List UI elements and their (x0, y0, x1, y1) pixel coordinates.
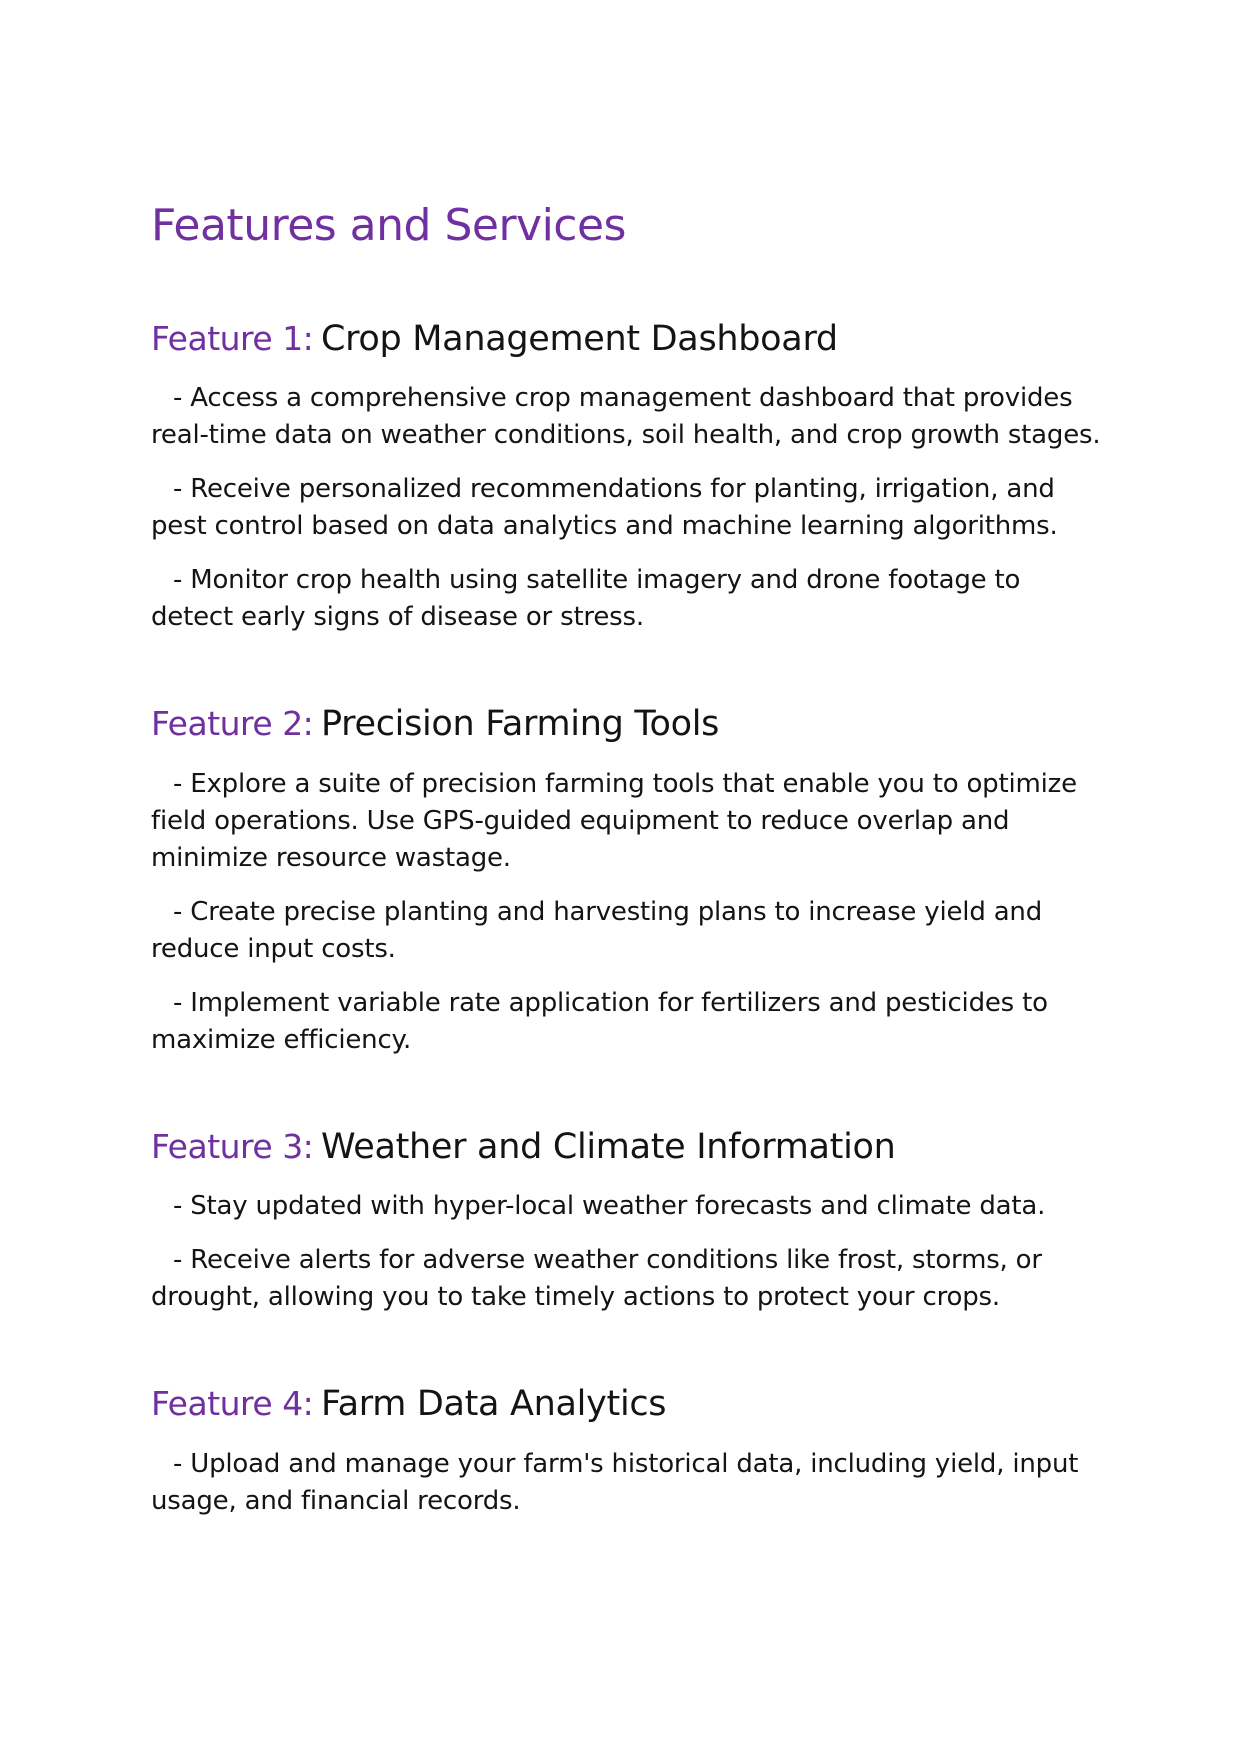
feature-section-2 (151, 702, 1101, 1059)
feature-bullet: - Upload and manage your farm's historical data, including yield, input usage, and financial records. (151, 1448, 1079, 1516)
feature-section-3 (151, 1125, 1101, 1317)
feature-bullet: - Access a comprehensive crop management dashboard that provides real-time data on weather conditions, soil health, and crop growth stages. (151, 383, 1101, 451)
feature-bullet: - Stay updated with hyper-local weather forecasts and climate data. (173, 1191, 1046, 1222)
feature-name: Weather and Climate Information (320, 1126, 896, 1167)
feature-name: Farm Data Analytics (320, 1384, 667, 1425)
feature-prefix: Feature 2: (151, 704, 314, 744)
feature-prefix: Feature 4: (151, 1384, 314, 1424)
feature-bullet: - Create precise planting and harvesting plans to increase yield and reduce input costs. (151, 896, 1043, 964)
feature-heading (151, 317, 1101, 363)
feature-name: Crop Management Dashboard (320, 318, 838, 359)
feature-bullet: - Monitor crop health using satellite imagery and drone footage to detect early signs of disease or stress. (151, 565, 1021, 633)
feature-heading (151, 1125, 1101, 1171)
feature-section-4 (151, 1382, 1101, 1520)
feature-prefix: Feature 1: (151, 318, 314, 358)
feature-bullet: - Explore a suite of precision farming tools that enable you to optimize field operations. Use GPS-guided equipment to reduce overlap and minimize resource wastage. (151, 768, 1077, 873)
feature-prefix: Feature 3: (151, 1126, 314, 1166)
feature-bullet: - Receive personalized recommendations for planting, irrigation, and pest control based on data analytics and machine learning algorithms. (151, 474, 1058, 542)
document-page (151, 200, 1101, 1586)
feature-bullet: - Implement variable rate application for fertilizers and pesticides to maximize efficiency. (151, 987, 1048, 1055)
feature-name: Precision Farming Tools (320, 704, 720, 745)
feature-heading (151, 702, 1101, 748)
feature-heading (151, 1382, 1101, 1428)
feature-section-1 (151, 317, 1101, 637)
feature-bullet: - Receive alerts for adverse weather conditions like frost, storms, or drought, allowing you to take timely actions to protect your crops. (151, 1245, 1042, 1313)
page-title: Features and Services (151, 200, 626, 251)
